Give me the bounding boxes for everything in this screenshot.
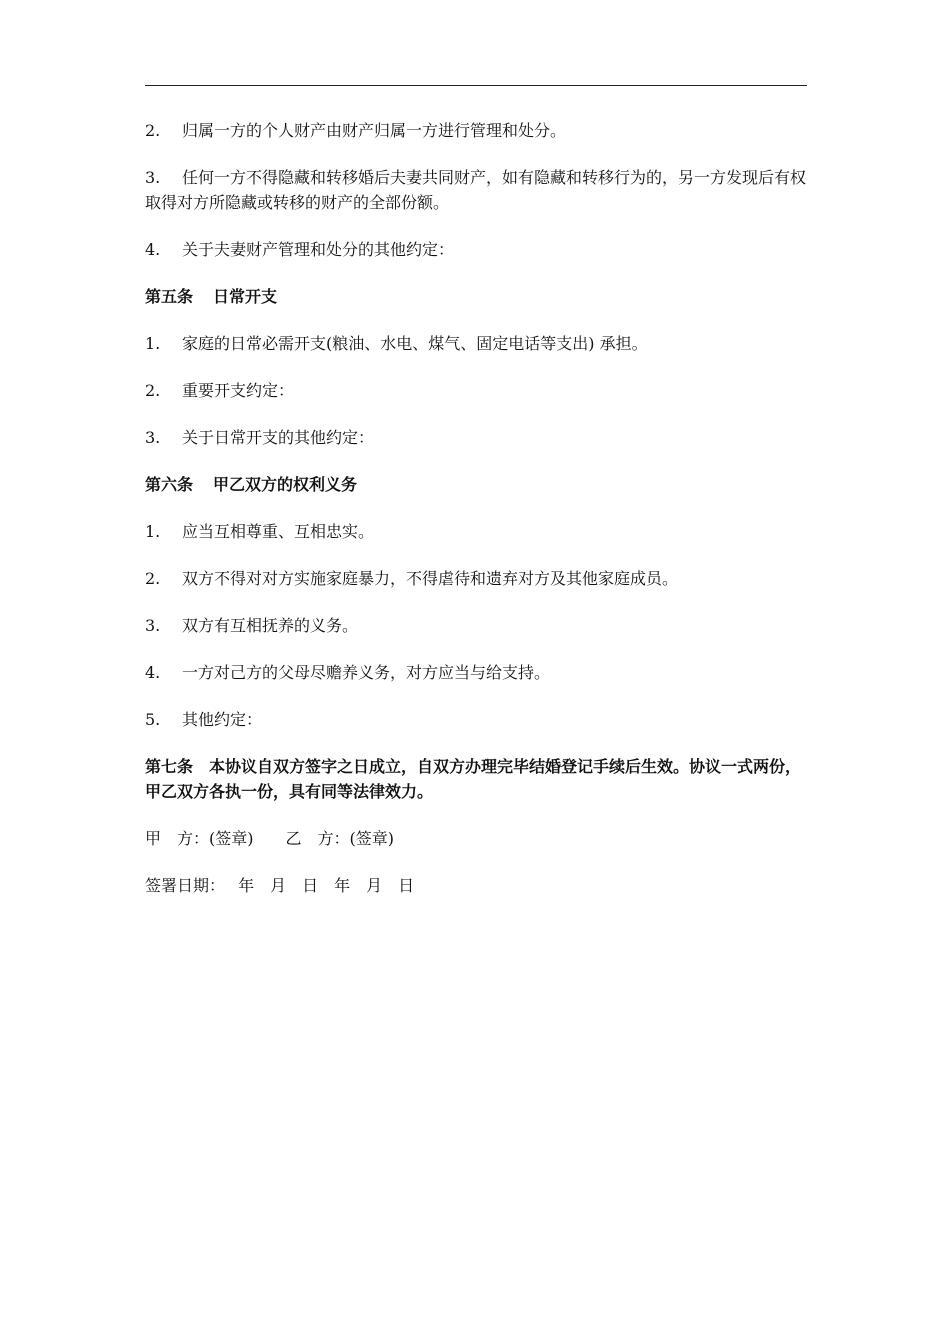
article-7-paragraph: 第七条 本协议自双方签字之日成立，自双方办理完毕结婚登记手续后生效。协议一式两份，甲乙双方各执一份，具有同等法律效力。 <box>145 757 802 801</box>
list-item: 3. 关于日常开支的其他约定： <box>145 428 375 447</box>
list-item: 5. 其他约定： <box>145 710 263 729</box>
signature-line: 甲 方：(签章) 乙 方：(签章) <box>145 829 394 848</box>
list-item: 2. 重要开支约定： <box>145 381 295 400</box>
list-item: 4. 一方对己方的父母尽赡养义务，对方应当与给支持。 <box>145 663 551 682</box>
list-item: 4. 关于夫妻财产管理和处分的其他约定： <box>145 240 455 259</box>
signature-date-line: 签署日期： 年 月 日 年 月 日 <box>145 876 415 895</box>
article-6-heading: 第六条 甲乙双方的权利义务 <box>145 475 358 494</box>
header-rule <box>145 85 807 86</box>
article-5-heading: 第五条 日常开支 <box>145 287 278 306</box>
list-item: 1. 家庭的日常必需开支(粮油、水电、煤气、固定电话等支出) 承担。 <box>145 334 648 353</box>
list-item: 1. 应当互相尊重、互相忠实。 <box>145 522 375 541</box>
list-item: 3. 双方有互相抚养的义务。 <box>145 616 359 635</box>
list-item: 2. 双方不得对对方实施家庭暴力，不得虐待和遗弃对方及其他家庭成员。 <box>145 569 679 588</box>
list-item: 3. 任何一方不得隐藏和转移婚后夫妻共同财产，如有隐藏和转移行为的，另一方发现后有权取得对方所隐藏或转移的财产的全部份额。 <box>145 168 807 212</box>
document-body <box>145 118 807 920</box>
list-item: 2. 归属一方的个人财产由财产归属一方进行管理和处分。 <box>145 121 567 140</box>
